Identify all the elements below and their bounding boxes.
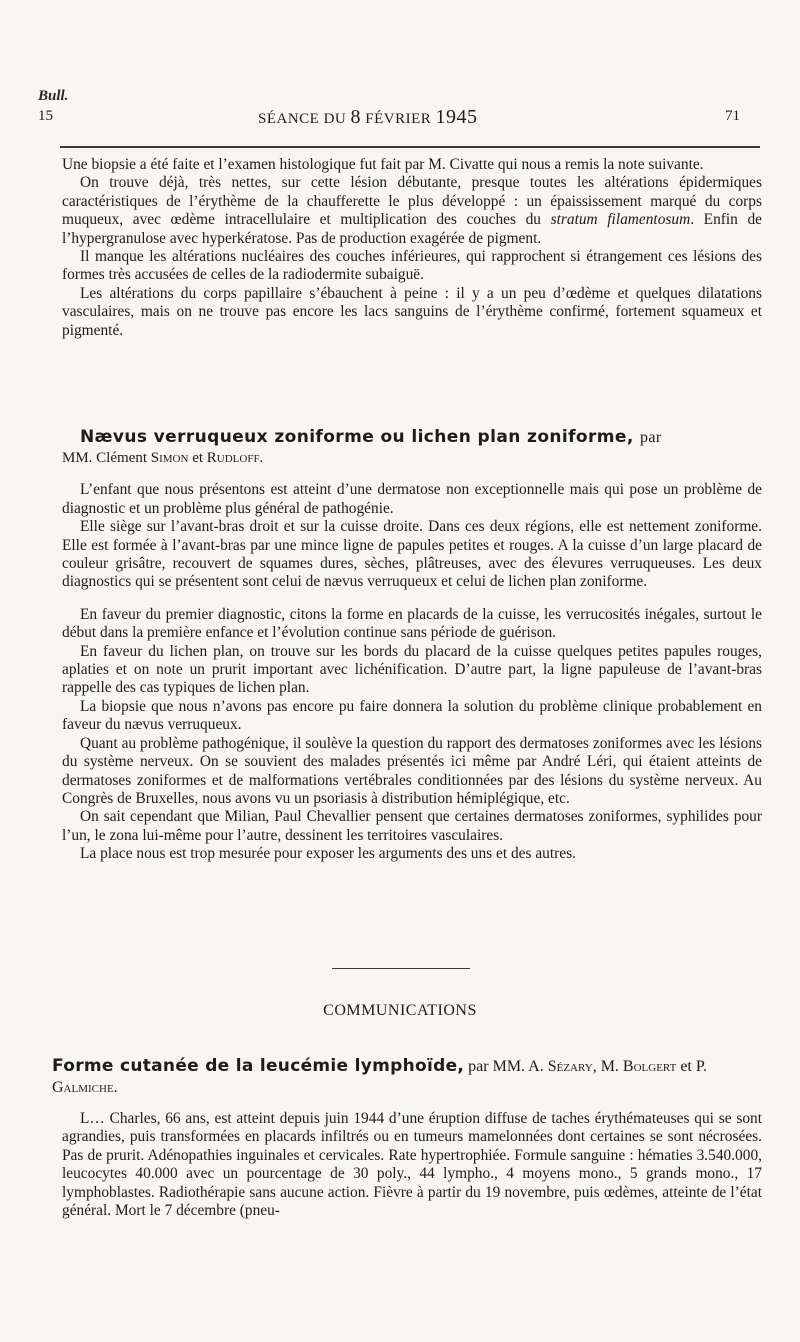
article2-par: par MM. A. [468,1058,544,1075]
session-prefix: SÉANCE DU [258,111,347,127]
authors-prefix: MM. Clément [62,450,147,466]
running-head [38,106,738,132]
article-title-par: par [640,429,662,446]
intro-paragraph-1: Une biopsie a été faite et l’examen histologique fut fait par M. Civatte qui nous a remis la note suivante. [62,156,704,173]
body-paragraph: L’enfant que nous présentons est atteint d’une dermatose non exceptionnelle mais qui pose un problème de diagnostic et un problème plus général de pathogénie. [62,481,762,517]
section-divider [332,968,470,969]
body-paragraph: La place nous est trop mesurée pour exposer les arguments des uns et des autres. [80,845,576,863]
intro-paragraph-2 [62,174,762,248]
author-bolgert: Bolgert [622,1058,677,1075]
session-month: FÉVRIER [365,111,432,127]
spacer [62,467,762,481]
author-sezary: Sézary [547,1058,593,1075]
section-heading: COMMUNICATIONS [323,1002,477,1019]
fascicule-number: 15 [38,108,53,124]
body-paragraph: En faveur du lichen plan, on trouve sur les bords du placard de la cuisse quelques petites papules rouges, aplaties et on note un prurit important avec lichénification. D’autre part, la ligne papuleuse de l’avant-bras rappelle des cas typiques de lichen plan. [62,642,762,697]
author-rudloff: Rudloff. [206,450,264,466]
article-leucemie-title [52,1056,764,1098]
body-paragraph: Quant au problème pathogénique, il soulève la question du rapport des dermatoses zoniformes avec les lésions du système nerveux. On se souvient des malades présentés ici même par André Léri, qui étaient atteints de dermatoses zoniformes et de malformations vertébrales conditionnées par des lésions du système nerveux. Au Congrès de Bruxelles, nous avons vu un psoriasis à distribution hémiplégique, etc. [62,734,762,807]
session-year: 1945 [435,106,478,128]
body-paragraph: On sait cependant que Milian, Paul Chevallier pensent que certaines dermatoses zoniformes, syphilides pour l’un, le zona lui-même pour l’autre, dessinent les territoires vasculaires. [62,808,762,844]
intro-p2-italic: stratum filamentosum [550,211,691,229]
page-number: 71 [725,108,740,124]
session-date [258,106,478,129]
article2-m: , M. [592,1058,619,1075]
article2-title-text: Forme cutanée de la leucémie lymphoïde, [52,1056,465,1076]
authors-et: et [192,450,204,466]
article-naevus [62,426,762,864]
intro-section [62,156,762,340]
intro-p2-start: On trouve déjà, très nettes, sur cette lésion débutante, presque toutes les altérations épidermiques caractéristiques de l’érythème de la chaufferette le plus développé : un épaississement marqué du corps muqueux, avec œdème intracellulaire et multiplication des couches du [62,174,762,229]
spacer [62,592,762,606]
article-authors [62,449,762,467]
body-paragraph: La biopsie que nous n’avons pas encore pu faire donnera la solution du problème clinique probablement en faveur du nævus verruqueux. [62,697,762,734]
article2-et: et P. [680,1058,707,1075]
library-stamp: Bull. [38,88,69,104]
article-title-text: Nævus verruqueux zoniforme ou lichen plan zoniforme, [80,427,634,447]
intro-paragraph-3: Il manque les altérations nucléaires des couches inférieures, qui rapprochent si étrangement ces lésions des formes très accusées de celles de la radiodermite subaiguë. [62,248,762,284]
intro-p2-end: . Enfin de l’hypergranulose avec hyperkératose. Pas de production exagérée de pigment. [62,211,763,247]
article-leucemie-body [62,1110,762,1220]
session-day: 8 [350,106,362,128]
author-simon: Simon [150,450,189,466]
body-paragraph: L… Charles, 66 ans, est atteint depuis juin 1944 d’une éruption diffuse de taches érythémateuses qui se sont agrandies, puis transformées en placards infiltrés ou en tumeurs mamelonnées dont certaines se sont nécrosées. Pas de prurit. Adénopathies inguinales et cervicales. Rate hypertrophiée. Formule sanguine : hématies 3.540.000, leucocytes 40.000 avec un pourcentage de 30 poly., 44 lympho., 4 moyens mono., 5 grands mono., 17 lymphoblastes. Radiothérapie sans aucune action. Fièvre à partir du 19 novembre, puis œdèmes, atteinte de l’état général. Mort le 7 décembre (pneu- [62,1110,762,1220]
intro-paragraph-4: Les altérations du corps papillaire s’ébauchent à peine : il y a un peu d’œdème et quelques dilatations vasculaires, mais on ne trouve pas encore les lacs sanguins de l’érythème confirmé, fortement squameux et pigmenté. [62,284,762,339]
author-galmiche: Galmiche. [52,1079,118,1096]
body-paragraph: En faveur du premier diagnostic, citons la forme en placards de la cuisse, les verrucosités inégales, surtout le début dans la première enfance et l’évolution continue sans période de guérison. [62,605,762,642]
header-rule [60,146,760,148]
body-paragraph: Elle siège sur l’avant-bras droit et sur la cuisse droite. Dans ces deux régions, elle est nettement zoniforme. Elle est formée à l’avant-bras par une mince ligne de papules petites et rouges. A la cuisse d’un large placard de couleur grisâtre, recouvert de squames dures, sèches, plâtreuses, avec des élevures verruqueuses. Les deux diagnostics qui se présentent sont celui de nævus verruqueux et celui de lichen plan zoniforme. [62,518,762,591]
article-title [62,426,762,449]
